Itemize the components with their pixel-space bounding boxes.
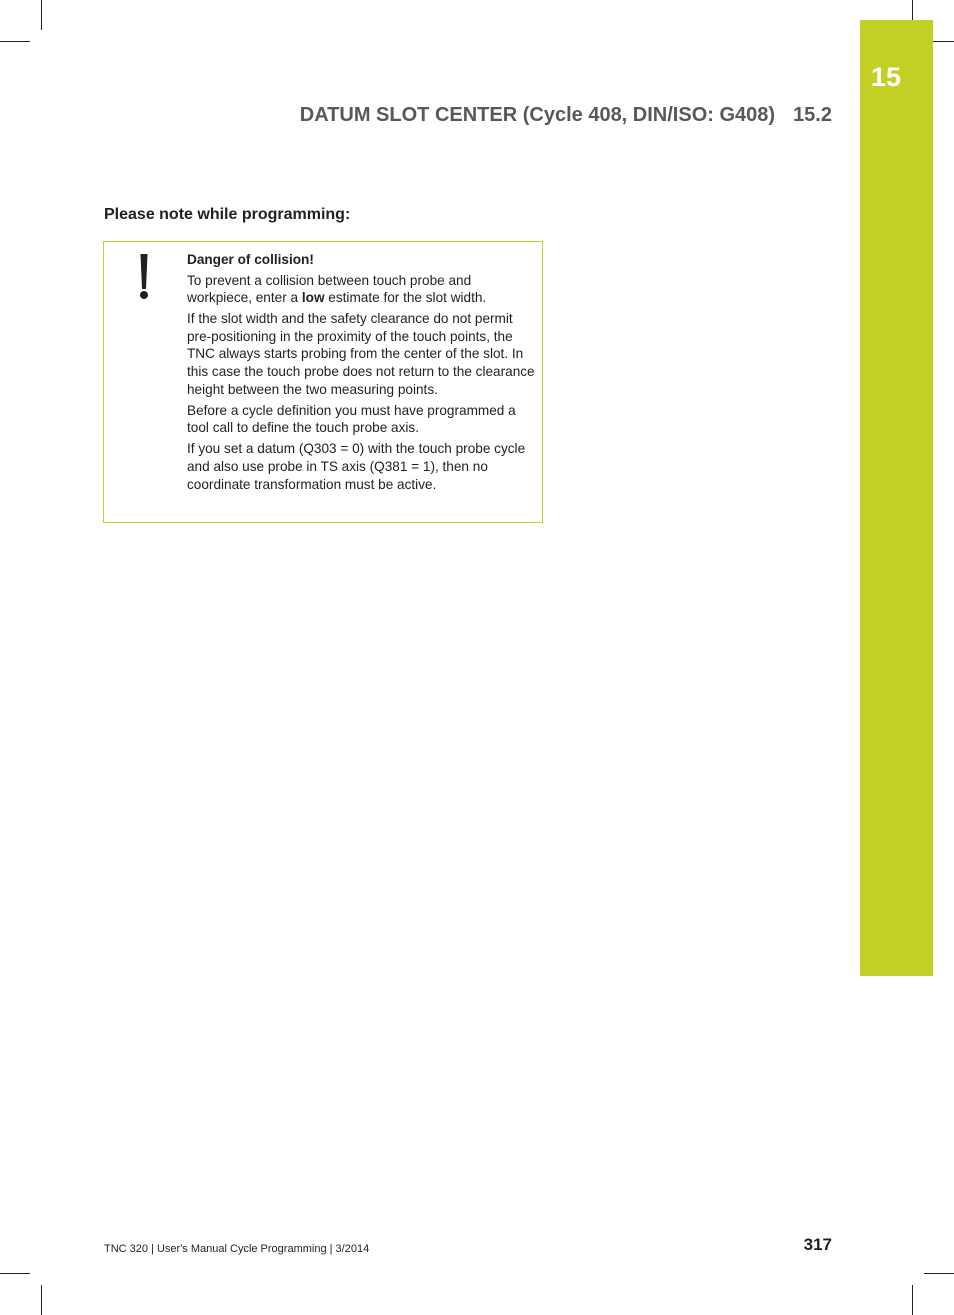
section-subheading: Please note while programming:: [104, 206, 351, 223]
crop-mark-bottom-right-h: [924, 1273, 954, 1274]
chapter-number: 15: [870, 62, 902, 92]
exclamation-icon: [134, 252, 154, 300]
note-p1-text-before: To prevent a collision between touch probe and workpiece, enter a: [187, 272, 472, 306]
chapter-tab: [860, 20, 933, 976]
running-header: [300, 104, 832, 127]
warning-note-box: [103, 241, 543, 523]
crop-mark-top-left-v: [41, 0, 42, 30]
crop-mark-bottom-left-v: [41, 1285, 42, 1315]
crop-mark-bottom-right-v: [912, 1285, 913, 1315]
page-number: 317: [803, 1235, 832, 1254]
running-header-title: DATUM SLOT CENTER (Cycle 408, DIN/ISO: G408): [299, 104, 776, 126]
note-paragraph-3: Before a cycle definition you must have programmed a tool call to define the touch probe axis.: [187, 402, 516, 436]
crop-mark-bottom-left-h: [0, 1273, 30, 1274]
note-p1-bold: low: [301, 290, 325, 306]
crop-mark-top-left-h: [0, 41, 30, 42]
note-paragraph-4: If you set a datum (Q303 = 0) with the touch probe cycle and also use probe in TS axis (Q381 = 1), then no coordinate transformation must be active.: [187, 441, 526, 492]
note-p1-text-after: estimate for the slot width.: [324, 290, 487, 306]
note-content: [187, 251, 537, 497]
footer-text: TNC 320 | User's Manual Cycle Programming | 3/2014: [104, 1243, 370, 1255]
running-header-section: 15.2: [793, 104, 832, 126]
note-paragraph-1: [187, 272, 537, 307]
note-paragraph-2: If the slot width and the safety clearance do not permit pre-positioning in the proximity of the touch points, the TNC always starts probing from the center of the slot. In this case the touch probe does not return to the clearance height between the two measuring points.: [187, 311, 535, 397]
note-title: Danger of collision!: [187, 252, 314, 267]
